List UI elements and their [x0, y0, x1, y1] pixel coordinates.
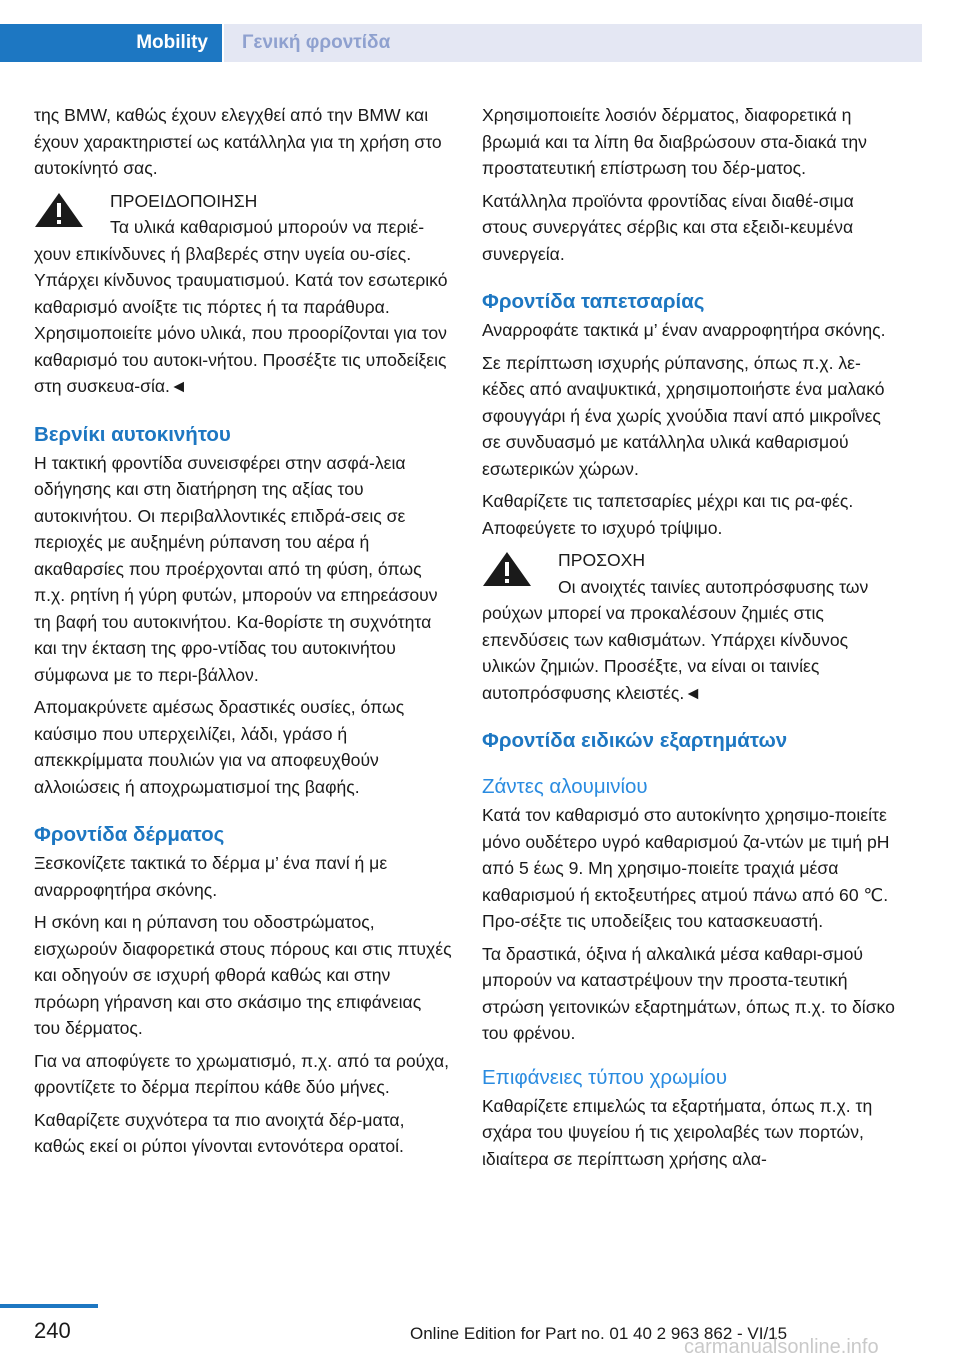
page-number: 240: [34, 1318, 71, 1343]
paragraph: Η σκόνη και η ρύπανση του οδοστρώματος, εισχωρούν διαφορετικά στους πόρους και στις πτυχές και οδηγούν σε ισχυρή φθορά καθώς και στην πρόωρη γήρανση και στο σκάσιμο της επιφάνειας του δέρματος.: [34, 912, 452, 1038]
section-tab: [0, 24, 222, 62]
paragraph: Καθαρίζετε τις ταπετσαρίες μέχρι και τις ρα‐φές. Αποφεύγετε το ισχυρό τρίψιμο.: [482, 491, 854, 538]
paragraph: της BMW, καθώς έχουν ελεγχθεί από την BMW και έχουν χαρακτηριστεί ως κατάλληλα για τη χρήση στο αυτοκίνητό σας.: [34, 105, 442, 178]
footer-accent-line: [0, 1304, 98, 1308]
subheading-chrome-surfaces: Επιφάνειες τύπου χρωμίου: [482, 1065, 728, 1089]
warning-text-first-line: Τα υλικά καθαρισμού μπορούν να περιέ‐: [110, 217, 425, 237]
paragraph: Κατά τον καθαρισμό στο αυτοκίνητο χρησιμο‐ποιείτε μόνο ουδέτερο υγρό καθαρισμού ζα‐ντών με τιμή pH από 5 έως 9. Μη χρησιμο‐ποιείτε τραχιά μέσα καθαρισμού ή εκτοξευτήρες ατμού πάνω από 60 ℃. Προ‐σέξτε τις υποδείξεις του κατασκευαστή.: [482, 805, 890, 931]
subsection-label: Γενική φροντίδα: [242, 32, 391, 53]
heading-leather-care: Φροντίδα δέρματος: [34, 823, 225, 846]
subsection-tab: [224, 24, 922, 62]
paragraph: Αναρροφάτε τακτικά μ’ έναν αναρροφητήρα σκόνης.: [482, 320, 886, 340]
watermark: carmanualsonline.info: [684, 1336, 879, 1358]
paragraph: Σε περίπτωση ισχυρής ρύπανσης, όπως π.χ. λε‐κέδες από αναψυκτικά, χρησιμοποιήστε ένα μαλακό σφουγγάρι ή ένα χωρίς χνούδια πανί από μικροΐνες σε συνδυασμό με κατάλληλα υλικά καθαρισμού εσωτερικών χώρων.: [482, 352, 885, 479]
left-column: [34, 102, 452, 1166]
paragraph: Για να αποφύγετε το χρωματισμό, π.χ. από τα ρούχα, φροντίζετε το δέρμα περίπου κάθε δύο μήνες.: [34, 1050, 450, 1097]
subheading-alloy-rims: Ζάντες αλουμινίου: [482, 775, 648, 798]
edition-text: Online Edition for Part no. 01 40 2 963 862 - VI/15: [410, 1324, 788, 1343]
paragraph: Τα δραστικά, όξινα ή αλκαλικά μέσα καθαρι‐σμού μπορούν να καταστρέψουν την προστα‐τευτική στρώση γειτονικών εξαρτημάτων, όπως π.χ. το δίσκο του φρένου.: [482, 943, 895, 1043]
heading-special-parts-care: Φροντίδα ειδικών εξαρτημάτων: [482, 729, 788, 752]
warning-text: χουν επικίνδυνες ή βλαβερές στην υγεία ου‐σίες. Υπάρχει κίνδυνος τραυματισμού. Κατά τον εσωτερικό καθαρισμό ανοίξτε τις πόρτες ή τα παράθυρα. Χρησιμοποιείτε μόνο υλικά, που προορίζονται για τον καθαρισμό του αυτοκι‐νήτου. Προσέξτε τις υποδείξεις στη συσκευα‐σία.◄: [34, 243, 448, 396]
page-header: [0, 0, 960, 62]
right-column: [482, 102, 900, 1178]
heading-upholstery-care: Φροντίδα ταπετσαρίας: [482, 290, 705, 313]
paragraph: Καθαρίζετε συχνότερα τα πιο ανοιχτά δέρ‐ματα, καθώς εκεί οι ρύποι γίνονται εντονότερα ορατοί.: [34, 1109, 405, 1156]
paragraph: Κατάλληλα προϊόντα φροντίδας είναι διαθέ‐σιμα στους συνεργάτες σέρβις και στα εξειδι‐κευμένα συνεργεία.: [482, 190, 854, 264]
caution-title: ΠΡΟΣΟΧΗ: [558, 550, 646, 570]
section-label: Mobility: [136, 32, 208, 53]
paragraph: Η τακτική φροντίδα συνεισφέρει στην ασφά‐λεια οδήγησης και στη διατήρηση της αξίας του αυτοκινήτου. Οι περιβαλλοντικές επιδρά‐σεις σε περιοχές με αυξημένη ρύπανση του αέρα ή ακαθαρσίες που προέρχονται από τη φύση, όπως π.χ. ρητίνη ή γύρη φυτών, μπορούν να επηρεάσουν τη βαφή του αυτοκινήτου. Κα‐θορίστε τη συχνότητα και την έκταση της φρο‐ντίδας του αυτοκινήτου σύμφωνα με το περι‐βάλλον.: [34, 452, 438, 685]
warning-block: [34, 188, 452, 400]
paragraph: Ξεσκονίζετε τακτικά το δέρμα μ’ ένα πανί ή με αναρροφητήρα σκόνης.: [34, 853, 388, 900]
caution-text: ρούχων μπορεί να προκαλέσουν ζημιές στις επενδύσεις των καθισμάτων. Υπάρχει κίνδυνος υλικών ζημιών. Προσέξτε, να είναι οι ταινίες αυτοπρόσφυσης κλειστές.◄: [482, 603, 849, 703]
heading-varnish: Βερνίκι αυτοκινήτου: [34, 422, 231, 446]
paragraph: Απομακρύνετε αμέσως δραστικές ουσίες, όπως καύσιμο που υπερχειλίζει, λάδι, γράσο ή απεκκρίμματα πουλιών για να αποφευχθούν αλλοιώσεις ή αποχρωματισμοί της βαφής.: [34, 697, 405, 797]
warning-triangle-icon: [34, 192, 84, 228]
warning-triangle-icon: [482, 551, 532, 587]
paragraph: Χρησιμοποιείτε λοσιόν δέρματος, διαφορετικά η βρωμιά και τα λίπη θα διαβρώσουν στα‐διακά την προστατευτική επίστρωση του δέρ‐ματος.: [482, 105, 867, 178]
caution-block: [482, 547, 900, 706]
caution-text-first-line: Οι ανοιχτές ταινίες αυτοπρόσφυσης των: [558, 576, 869, 597]
paragraph: Καθαρίζετε επιμελώς τα εξαρτήματα, όπως π.χ. τη σχάρα του ψυγείου ή τις χειρολαβές των πορτών, ιδιαίτερα σε περίπτωση χρήσης αλα‐: [482, 1095, 873, 1169]
warning-title: ΠΡΟΕΙΔΟΠΟΙΗΣΗ: [110, 190, 258, 211]
